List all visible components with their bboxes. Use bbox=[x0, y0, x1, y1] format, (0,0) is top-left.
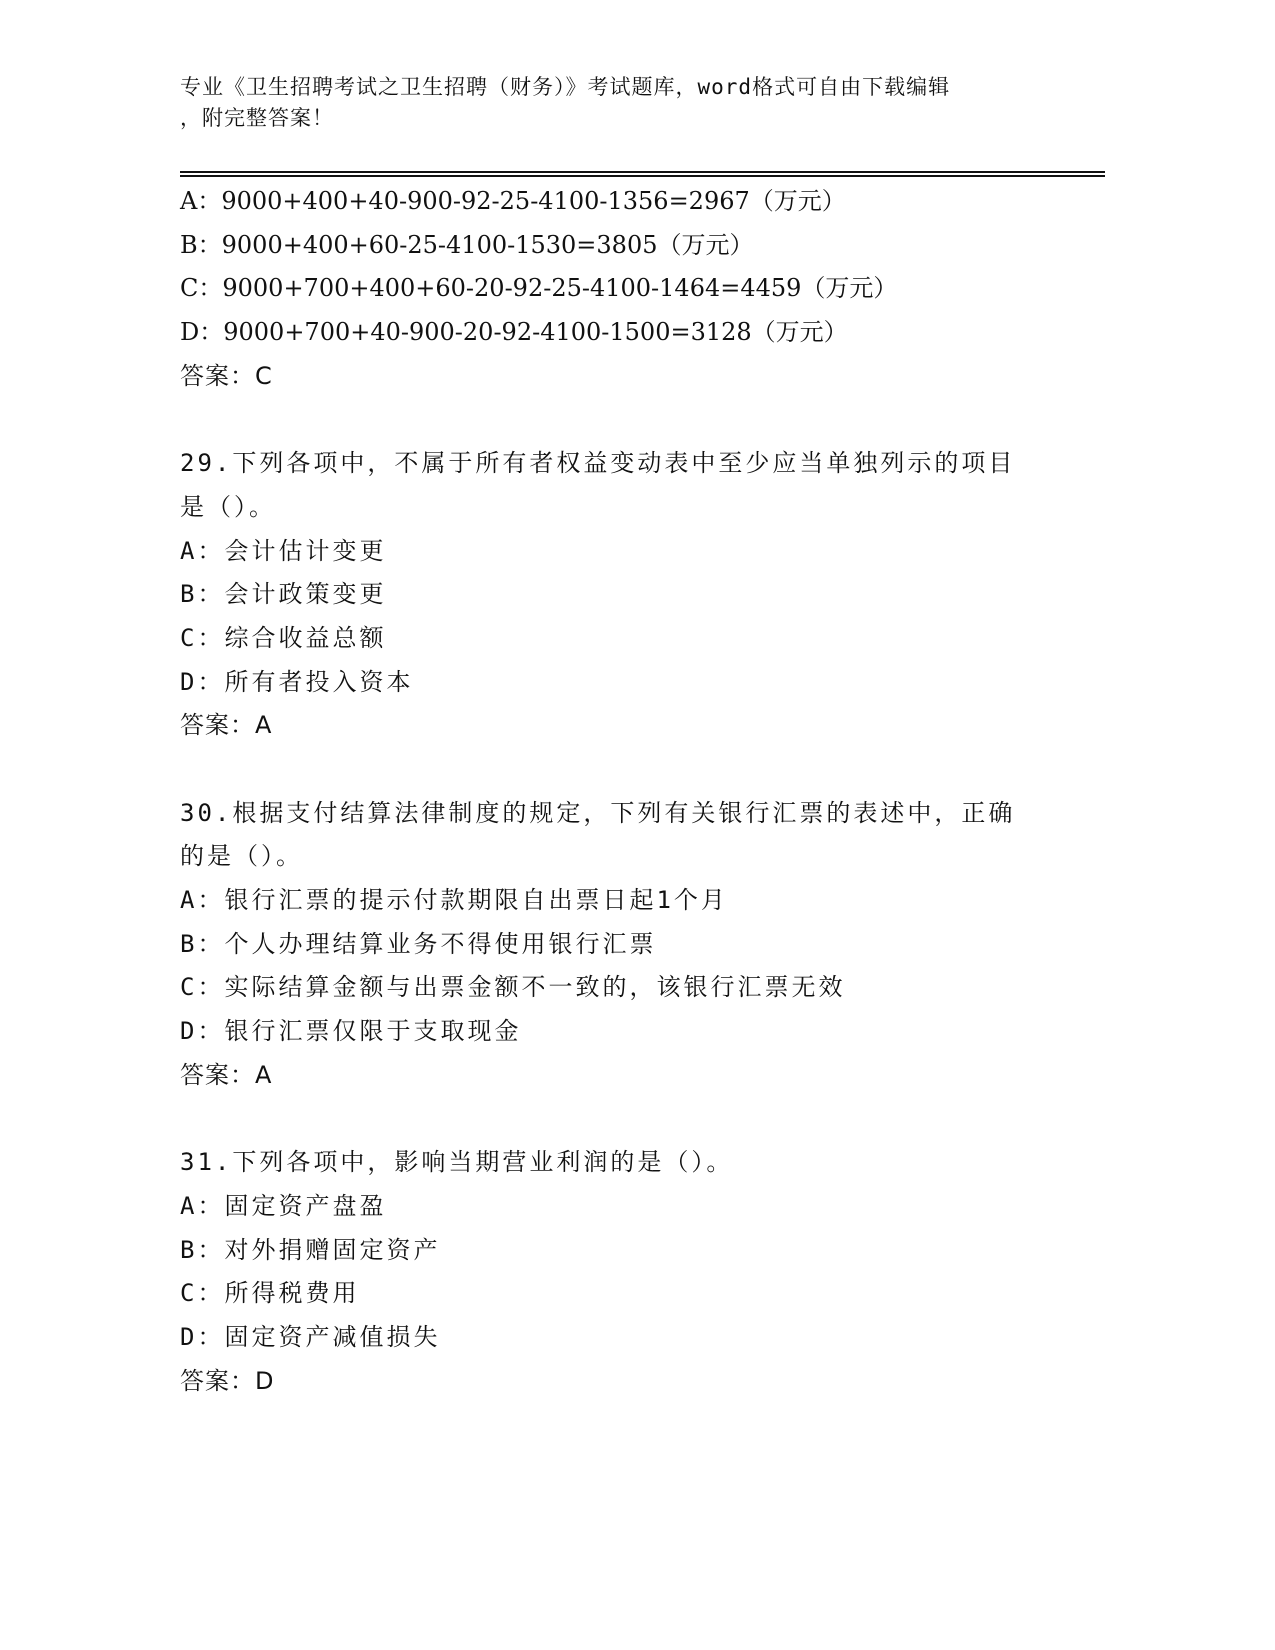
spacer bbox=[180, 748, 1080, 792]
spacer bbox=[180, 398, 1080, 442]
q29-option-d: D：所有者投入资本 bbox=[180, 667, 414, 696]
header-rule-bottom bbox=[180, 175, 1105, 177]
document-header bbox=[180, 72, 1080, 134]
q30-option-a: A：银行汇票的提示付款期限自出票日起1个月 bbox=[180, 886, 728, 914]
q30-stem-line-1: 30.根据支付结算法律制度的规定，下列有关银行汇票的表述中，正确 bbox=[180, 798, 1016, 827]
q29-stem-line-1: 29.下列各项中，不属于所有者权益变动表中至少应当单独列示的项目 bbox=[180, 449, 1016, 478]
q29-stem-line-2: 是（）。 bbox=[180, 492, 276, 521]
q31-option-d: D：固定资产减值损失 bbox=[180, 1322, 441, 1351]
q29-option-c: C：综合收益总额 bbox=[180, 623, 387, 652]
q30-option-d: D：银行汇票仅限于支取现金 bbox=[180, 1017, 522, 1046]
q31-option-a: A：固定资产盘盈 bbox=[180, 1191, 387, 1220]
header-line-1: 专业《卫生招聘考试之卫生招聘（财务）》考试题库，word格式可自由下载编辑 bbox=[180, 75, 951, 99]
q31-stem-line-1: 31.下列各项中，影响当期营业利润的是（）。 bbox=[180, 1148, 734, 1177]
header-line-2: ，附完整答案！ bbox=[180, 106, 334, 130]
q31-option-b: B：对外捐赠固定资产 bbox=[180, 1235, 441, 1264]
q29-option-b: B：会计政策变更 bbox=[180, 580, 387, 609]
q31-answer: 答案：D bbox=[180, 1366, 275, 1395]
q28-option-a: A：9000+400+40-900-92-25-4100-1356=2967（万元） bbox=[180, 187, 846, 215]
q31-option-c: C：所得税费用 bbox=[180, 1279, 360, 1308]
q29-option-a: A：会计估计变更 bbox=[180, 536, 387, 565]
q28-option-c: C：9000+700+400+60-20-92-25-4100-1464=4459（万元） bbox=[180, 274, 898, 303]
q30-option-c: C：实际结算金额与出票金额不一致的，该银行汇票无效 bbox=[180, 973, 846, 1002]
header-rule-top bbox=[180, 171, 1105, 173]
q28-answer: 答案：C bbox=[180, 361, 273, 390]
q30-answer: 答案：A bbox=[180, 1060, 273, 1089]
q30-stem-line-2: 的是（）。 bbox=[180, 842, 303, 871]
q29-answer: 答案：A bbox=[180, 711, 273, 740]
q28-option-d: D：9000+700+40-900-20-92-4100-1500=3128（万元） bbox=[180, 318, 848, 347]
spacer bbox=[180, 1097, 1080, 1141]
q28-option-b: B：9000+400+60-25-4100-1530=3805（万元） bbox=[180, 230, 754, 259]
question-content bbox=[180, 180, 1080, 1403]
q30-option-b: B：个人办理结算业务不得使用银行汇票 bbox=[180, 929, 657, 958]
